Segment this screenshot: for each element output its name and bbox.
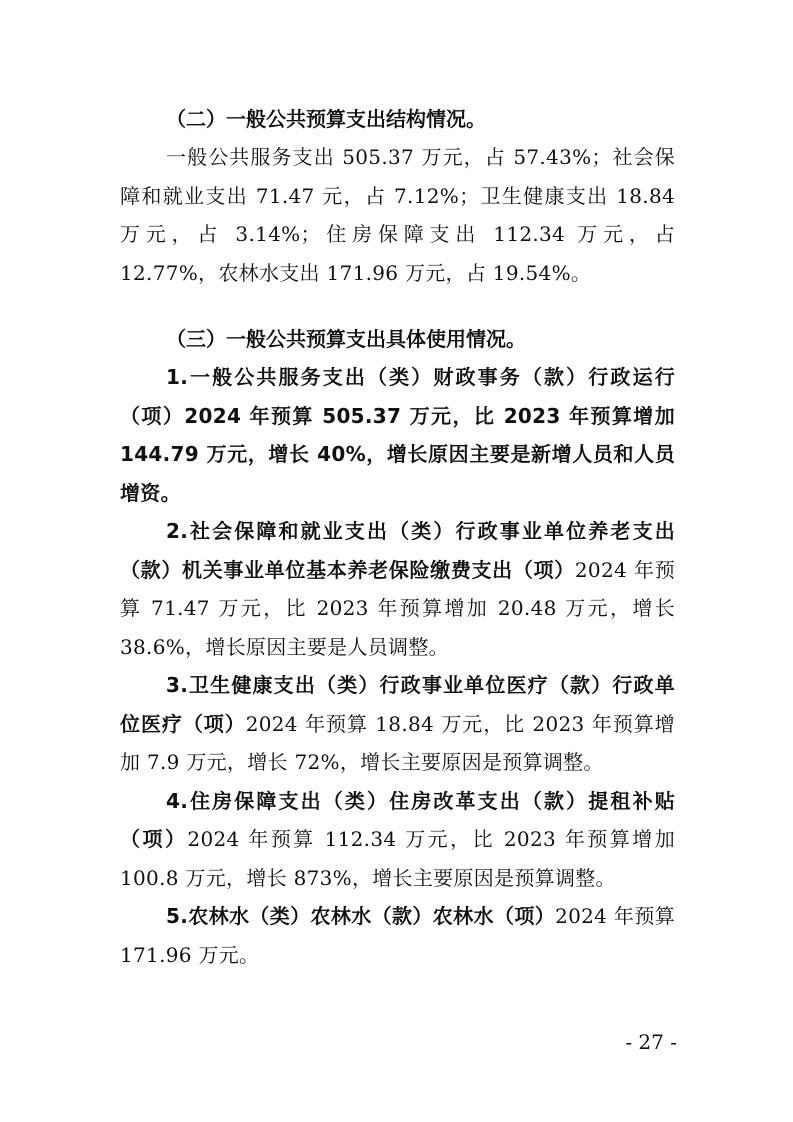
usage-item-4-rest: 2024 年预算 112.34 万元，比 2023 年预算增加 100.8 万元，增长 873%，增长主要原因是预算调整。 [120,827,675,890]
usage-item-5-rest: 2024 年预算 171.96 万元。 [120,904,675,967]
usage-item-5 [120,897,675,974]
section-usage [120,320,675,974]
usage-item-1-text: 1.一般公共服务支出（类）财政事务（款）行政运行（项）2024 年预算 505.37 万元，比 2023 年预算增加 144.79 万元，增长 40%，增长原因主要是新增人员和人员增资。 [120,365,675,505]
usage-item-2-lead: 2.社会保障和就业支出（类）行政事业单位养老支出（款）机关事业单位基本养老保险缴费支出（项） [120,519,675,582]
section-body-structure: 一般公共服务支出 505.37 万元，占 57.43%；社会保障和就业支出 71.47 元，占 7.12%；卫生健康支出 18.84 万元，占 3.14%；住房保障支出 112.34 万元，占 12.77%，农林水支出 171.96 万元，占 19.54%。 [120,145,675,285]
usage-item-3 [120,666,675,782]
usage-item-2 [120,512,675,666]
document-page [120,100,675,974]
usage-item-4 [120,782,675,898]
usage-item-5-lead: 5.农林水（类）农林水（款）农林水（项） [166,904,556,928]
usage-item-1 [120,358,675,512]
page-number: - 27 - [625,1030,677,1054]
section-heading-structure: （二）一般公共预算支出结构情况。 [166,107,486,131]
section-structure [120,100,675,292]
usage-item-4-lead: 4.住房保障支出（类）住房改革支出（款）提租补贴（项） [120,788,675,851]
usage-item-3-lead: 3.卫生健康支出（类）行政事业单位医疗（款）行政单位医疗（项） [120,673,675,736]
section-heading-usage: （三）一般公共预算支出具体使用情况。 [166,327,526,351]
usage-item-2-rest: 2024 年预算 71.47 万元，比 2023 年预算增加 20.48 万元，增长 38.6%，增长原因主要是人员调整。 [120,557,675,659]
usage-item-3-rest: 2024 年预算 18.84 万元，比 2023 年预算增加 7.9 万元，增长 72%，增长主要原因是预算调整。 [120,711,675,774]
